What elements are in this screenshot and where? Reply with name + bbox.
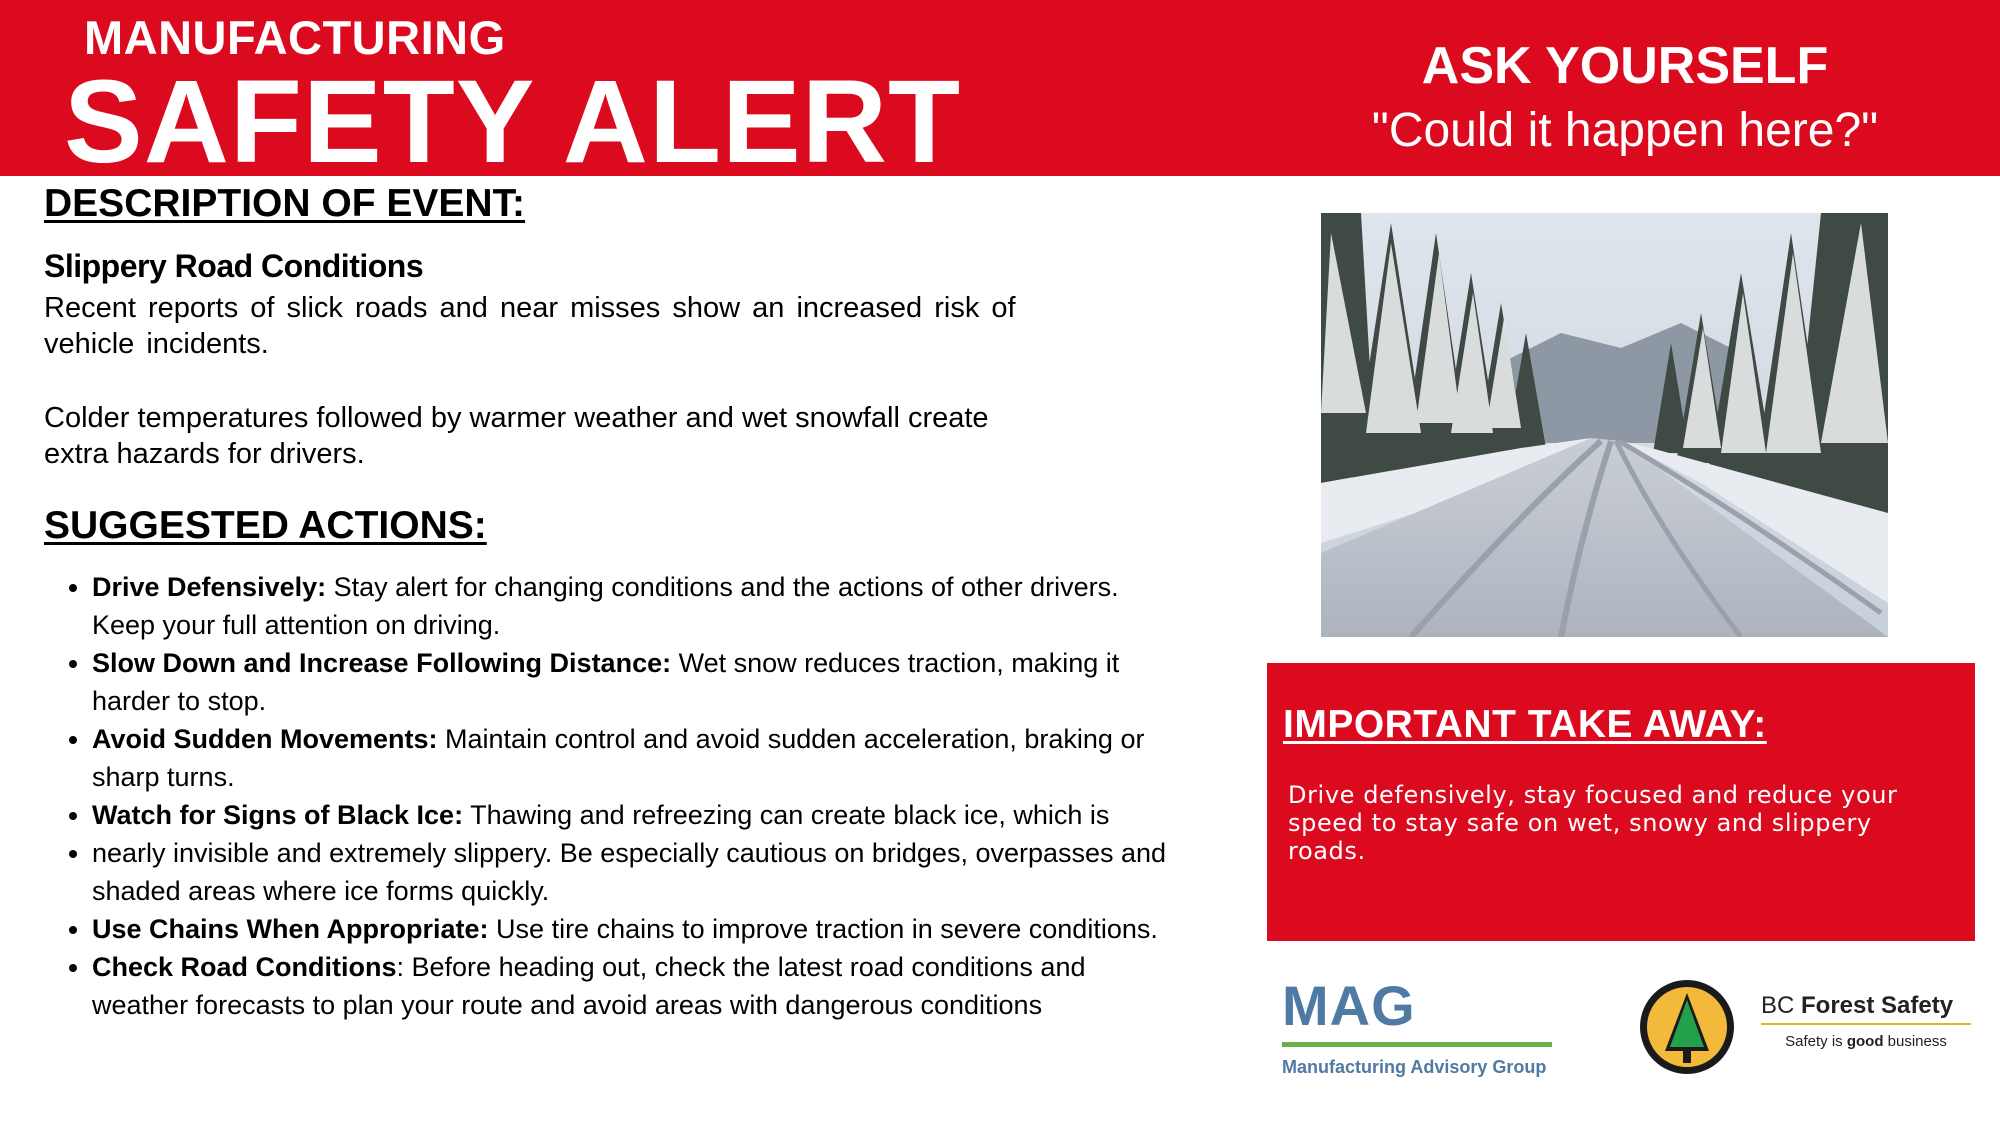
header-title: SAFETY ALERT bbox=[64, 56, 962, 188]
action-label: Slow Down and Increase Following Distance: bbox=[92, 648, 672, 678]
description-paragraph-1: Recent reports of slick roads and near misses show an increased risk of vehicle incidents. bbox=[44, 292, 1016, 360]
mag-logo-bar bbox=[1282, 1042, 1552, 1047]
tree-badge-icon bbox=[1637, 977, 1737, 1077]
mag-logo-subtitle: Manufacturing Advisory Group bbox=[1282, 1057, 1547, 1077]
action-text: nearly invisible and extremely slippery. Be especially cautious on bridges, overpasses and shaded areas where ice forms quickly. bbox=[92, 838, 1167, 906]
list-item bbox=[92, 834, 1172, 910]
description-paragraph-2: Colder temperatures followed by warmer weather and wet snowfall create extra hazards for drivers. bbox=[44, 402, 989, 470]
actions-list bbox=[60, 568, 1172, 1024]
header-supertitle: MANUFACTURING bbox=[84, 11, 506, 64]
list-item bbox=[92, 644, 1172, 720]
bcfs-tagline-bold: good bbox=[1846, 1033, 1884, 1050]
bcfs-name-bold: Forest Safety bbox=[1801, 992, 1954, 1019]
ask-yourself-block bbox=[1320, 34, 1930, 164]
list-item bbox=[92, 720, 1172, 796]
list-item bbox=[92, 568, 1172, 644]
action-text: Maintain control and avoid sudden acceleration, braking or sharp turns. bbox=[92, 724, 1145, 792]
bcfs-logo-bar bbox=[1761, 1023, 1971, 1025]
action-label: Watch for Signs of Black Ice: bbox=[92, 800, 464, 830]
description-heading: DESCRIPTION OF EVENT: bbox=[44, 182, 526, 225]
alert-header bbox=[0, 0, 2000, 188]
action-label: Check Road Conditions bbox=[92, 952, 397, 982]
list-item bbox=[92, 796, 1172, 834]
action-text: : Before heading out, check the latest road conditions and weather forecasts to plan your route and avoid areas with dangerous conditions bbox=[92, 952, 1086, 1020]
snowy-road-photo bbox=[1321, 213, 1888, 637]
bcfs-tagline-a: Safety is bbox=[1785, 1033, 1847, 1050]
event-title: Slippery Road Conditions bbox=[44, 248, 424, 284]
action-text: Stay alert for changing conditions and the actions of other drivers. Keep your full attention on driving. bbox=[92, 572, 1119, 640]
action-label: Avoid Sudden Movements: bbox=[92, 724, 438, 754]
mag-logo bbox=[1282, 974, 1552, 1078]
bcfs-logo-tagline bbox=[1761, 1033, 1971, 1050]
action-label: Drive Defensively: bbox=[92, 572, 327, 602]
mag-logo-text: MAG bbox=[1282, 974, 1416, 1037]
action-text: Thawing and refreezing can create black ice, which is bbox=[463, 800, 1110, 830]
takeaway-text: Drive defensively, stay focused and reduce your speed to stay safe on wet, snowy and slippery roads. bbox=[1288, 781, 1898, 865]
actions-heading: SUGGESTED ACTIONS: bbox=[44, 504, 487, 547]
action-text: Use tire chains to improve traction in severe conditions. bbox=[488, 914, 1158, 944]
bcfs-logo-name bbox=[1761, 992, 1953, 1020]
action-text: Wet snow reduces traction, making it harder to stop. bbox=[92, 648, 1120, 716]
list-item bbox=[92, 948, 1172, 1024]
bcfs-tagline-b: business bbox=[1883, 1033, 1947, 1050]
takeaway-box bbox=[1267, 663, 1975, 941]
list-item bbox=[92, 910, 1172, 948]
ask-subtitle: "Could it happen here?" bbox=[1371, 104, 1879, 157]
takeaway-heading: IMPORTANT TAKE AWAY: bbox=[1283, 703, 1767, 746]
ask-title: ASK YOURSELF bbox=[1421, 37, 1829, 95]
bcfs-name-prefix: BC bbox=[1761, 992, 1795, 1019]
action-label: Use Chains When Appropriate: bbox=[92, 914, 489, 944]
